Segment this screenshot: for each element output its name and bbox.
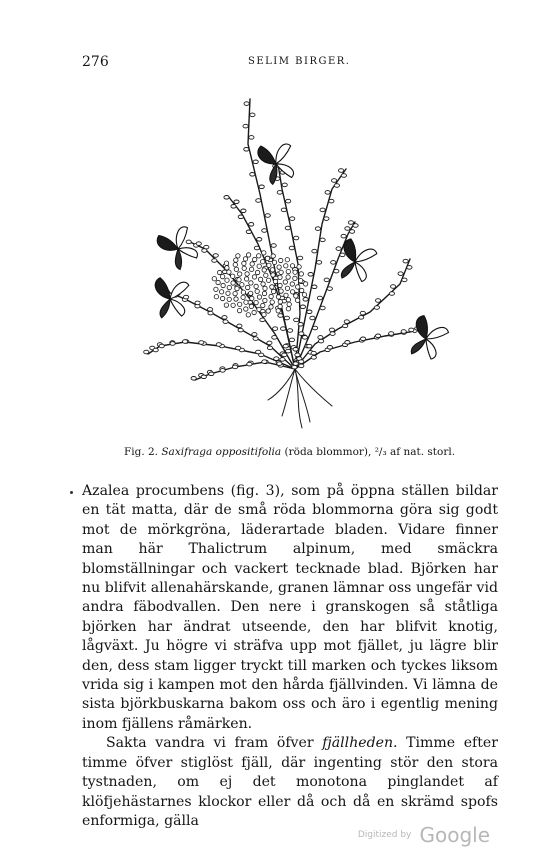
figure-caption <box>82 446 497 458</box>
digitized-by-text: Digitized by <box>357 830 412 840</box>
margin-mark <box>70 491 73 494</box>
saxifraga-drawing <box>110 84 450 434</box>
caption-species: Saxifraga oppositifolia <box>161 446 282 458</box>
paragraph <box>82 734 498 831</box>
running-head: SELIM BIRGER. <box>248 56 351 67</box>
caption-text: (röda blommor), ²/₃ af nat. storl. <box>284 446 456 458</box>
caption-label: Fig. 2. <box>123 446 159 458</box>
page-header <box>82 54 497 70</box>
google-logo: Google <box>419 823 490 847</box>
plant-illustration <box>110 84 450 434</box>
paragraph-text: Sakta vandra vi fram öfver <box>106 735 314 752</box>
paragraph: Azalea procumbens (fig. 3), som på öppna ställen bildar en tät matta, där de små röda blommorna göra sig godt mot de mörkgröna, läderartade bladen. Vidare finner man här Thalictrum alpinum, med smäckra blomställningar och vackert tecknade blad. Björken har nu blifvit allenahärskande, granen lämnar oss ungefär vid andra fäbodvallen. Den nere i granskogen så ståtliga björken har ändrat utseende, den har blifvit knotig, lågväxt. Ju högre vi sträfva upp mot fjället, ju lägre blir den, dess stam ligger tryckt till marken och tyckes liksom vrida sig i kampen mot den hårda fjällvinden. Vi lämna de sista björkbuskarna bakom oss och äro i egentlig mening inom fjällens råmärken. <box>82 483 498 732</box>
emphasized-term: fjällheden. <box>322 735 398 752</box>
page-number: 276 <box>82 54 109 70</box>
body-text <box>82 482 498 831</box>
digitized-watermark <box>358 823 490 847</box>
paragraph-text: Timme efter timme öfver stiglöst fjäll, där ingenting stör den stora tystnaden, om ej det monotona pinglandet af klöfjehästarnes klockor eller då och då en skrämd spofs enformiga, gälla <box>82 735 499 829</box>
